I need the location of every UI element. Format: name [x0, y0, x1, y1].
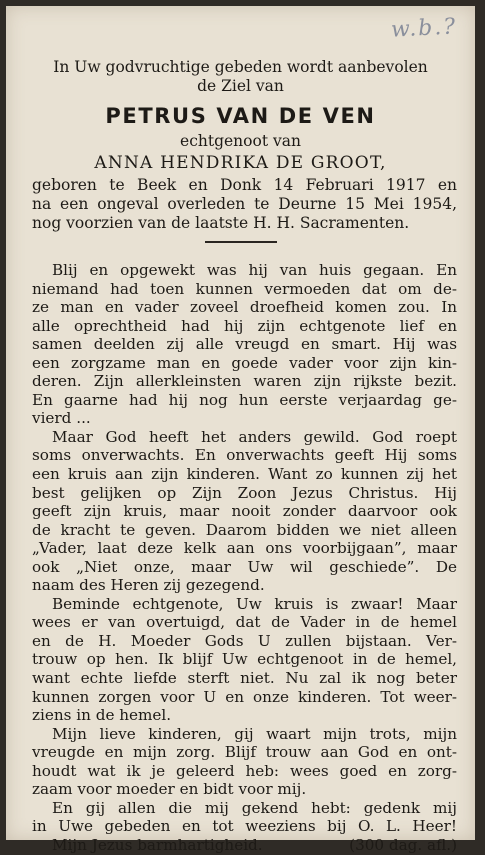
text-line: de kracht te geven. Daarom bidden we niet alleen [32, 520, 457, 539]
spouse-intro: echtgenoot van [180, 132, 301, 150]
divider [205, 241, 277, 243]
text-line: vreugde en mijn zorg. Blijf trouw aan God en ont- [32, 743, 457, 762]
text-line: zaam voor moeder en bidt voor mij. [32, 780, 307, 799]
text-line: Maar God heeft het anders gewild. God roept [52, 427, 457, 446]
text-line: trouw op hen. Ik blijf Uw echtgenoot in de hemel, [32, 650, 457, 669]
text-line: Beminde echtgenote, Uw kruis is zwaar! Maar [52, 594, 457, 613]
text-line: in Uwe gebeden en tot weeziens bij O. L. Heer! [32, 817, 457, 836]
prayer-card [6, 6, 475, 854]
text-line: ook „Niet onze, maar Uw wil geschiede”. De [32, 557, 457, 576]
text-line: geeft zijn kruis, maar nooit zonder daarvoor ook [32, 502, 457, 521]
text-line: want echte liefde sterft niet. Nu zal ik nog beter [32, 669, 457, 688]
text-line: naam des Heren zij gezegend. [32, 576, 265, 595]
card-header [6, 58, 475, 243]
handwritten-annotation: w.b.? [390, 14, 458, 43]
text-line: ze man en vader zoveel droefheid komen zou. In [32, 298, 457, 317]
text-line: kunnen zorgen voor U en onze kinderen. Tot weer- [32, 687, 457, 706]
text-line: houdt wat ik je geleerd heb: wees goed en zorg- [32, 761, 457, 780]
text-line: niemand had toen kunnen vermoeden dat om de- [32, 279, 457, 298]
birth-death-details [6, 176, 475, 233]
birth-line-3: nog voorzien van de laatste H. H. Sacramenten. [32, 214, 410, 232]
text-line: best gelijken op Zijn Zoon Jezus Christus. Hij [32, 483, 457, 502]
card-text [32, 261, 457, 855]
text-line: en de H. Moeder Gods U zullen bijstaan. Ver- [32, 631, 457, 650]
text-line: Blij en opgewekt was hij van huis gegaan. En [52, 261, 457, 279]
text-line: een zorgzame man en goede vader voor zijn kin- [32, 353, 457, 372]
text-line: deren. Zijn allerkleinsten waren zijn rijkste bezit. [32, 372, 457, 391]
deceased-name: PETRUS VAN DE VEN [105, 104, 376, 128]
text-line: ziens in de hemel. [32, 706, 172, 725]
intro-line-1: In Uw godvruchtige gebeden wordt aanbevolen [53, 58, 428, 76]
intro-line-2: de Ziel van [197, 77, 284, 95]
birth-line-1: geboren te Beek en Donk 14 Februari 1917 en [32, 176, 457, 194]
closing-line [32, 836, 457, 855]
birth-line-2: na een ongeval overleden te Deurne 15 Mei 1954, [32, 195, 457, 213]
text-line: Mijn lieve kinderen, gij waart mijn trots, mijn [52, 724, 457, 743]
text-line: „Vader, laat deze kelk aan ons voorbijgaan”, maar [32, 539, 457, 558]
text-line: een kruis aan zijn kinderen. Want zo kunnen zij het [32, 465, 457, 484]
text-line: wees er van overtuigd, dat de Vader in de hemel [32, 613, 457, 632]
closing-prayer: Mijn Jezus barmhartigheid. [52, 835, 263, 854]
indulgence-note: (300 dag. afl.) [349, 835, 457, 854]
text-line: soms onverwachts. En onverwachts geeft Hij soms [32, 446, 457, 465]
text-line: vierd ... [32, 409, 91, 428]
text-line: En gaarne had hij nog hun eerste verjaardag ge- [32, 390, 457, 409]
spouse-name: ANNA HENDRIKA DE GROOT, [94, 153, 387, 173]
text-line: samen deelden zij alle vreugd en smart. Hij was [32, 335, 457, 354]
text-line: En gij allen die mij gekend hebt: gedenk mij [52, 798, 457, 817]
text-line: alle oprechtheid had hij zijn echtgenote lief en [32, 316, 457, 335]
